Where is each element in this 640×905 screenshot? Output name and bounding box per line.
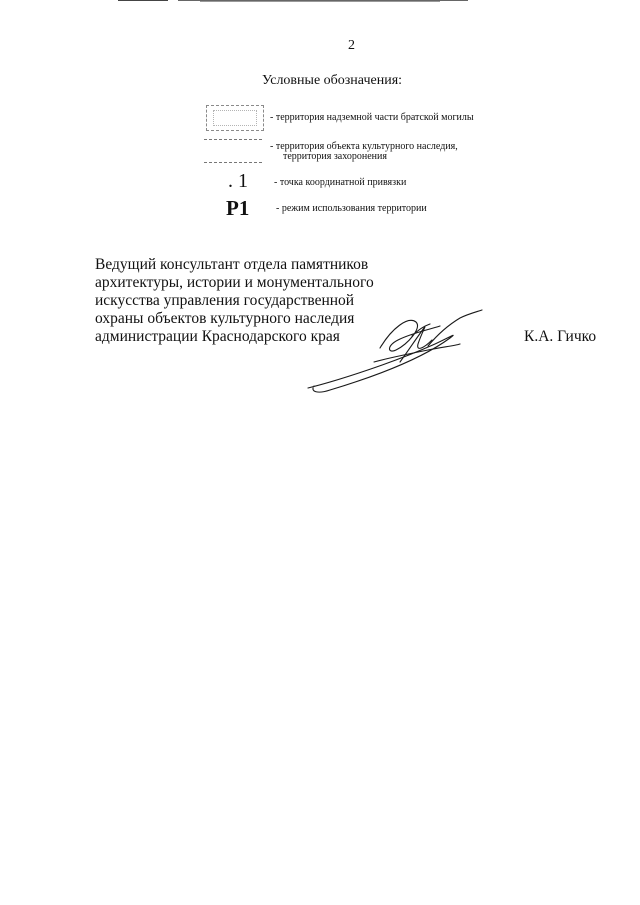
signatory-position-line: администрации Краснодарского края xyxy=(95,328,340,345)
page-number: 2 xyxy=(348,38,355,53)
signatory-position-line: архитектуры, истории и монументального xyxy=(95,274,374,291)
scan-edge-artifact xyxy=(0,0,640,6)
legend-item-heritage-territory-line2: территория захоронения xyxy=(283,151,387,162)
coordinate-point-symbol: . 1 xyxy=(228,170,248,192)
scan-line xyxy=(118,0,168,1)
scan-line xyxy=(200,1,440,2)
signatory-name: К.А. Гичко xyxy=(524,328,597,345)
legend-title: Условные обозначения: xyxy=(262,73,403,88)
signatory-position-line: искусства управления государственной xyxy=(95,292,355,309)
legend-item-heritage-territory-line1: - территория объекта культурного наследия, xyxy=(270,141,458,152)
heritage-territory-swatch xyxy=(204,139,262,163)
signatory-position-line: Ведущий консультант отдела памятников xyxy=(95,256,369,273)
legend-item-coordinate-point: - точка координатной привязки xyxy=(274,177,407,188)
grave-territory-swatch xyxy=(206,105,264,131)
signatory-position-line: охраны объектов культурного наследия xyxy=(95,310,355,327)
legend-item-usage-mode: - режим использования территории xyxy=(276,203,427,214)
handwritten-signature xyxy=(300,300,490,400)
usage-mode-symbol: P1 xyxy=(226,196,250,220)
legend-item-grave-territory: - территория надземной части братской могилы xyxy=(270,112,474,123)
